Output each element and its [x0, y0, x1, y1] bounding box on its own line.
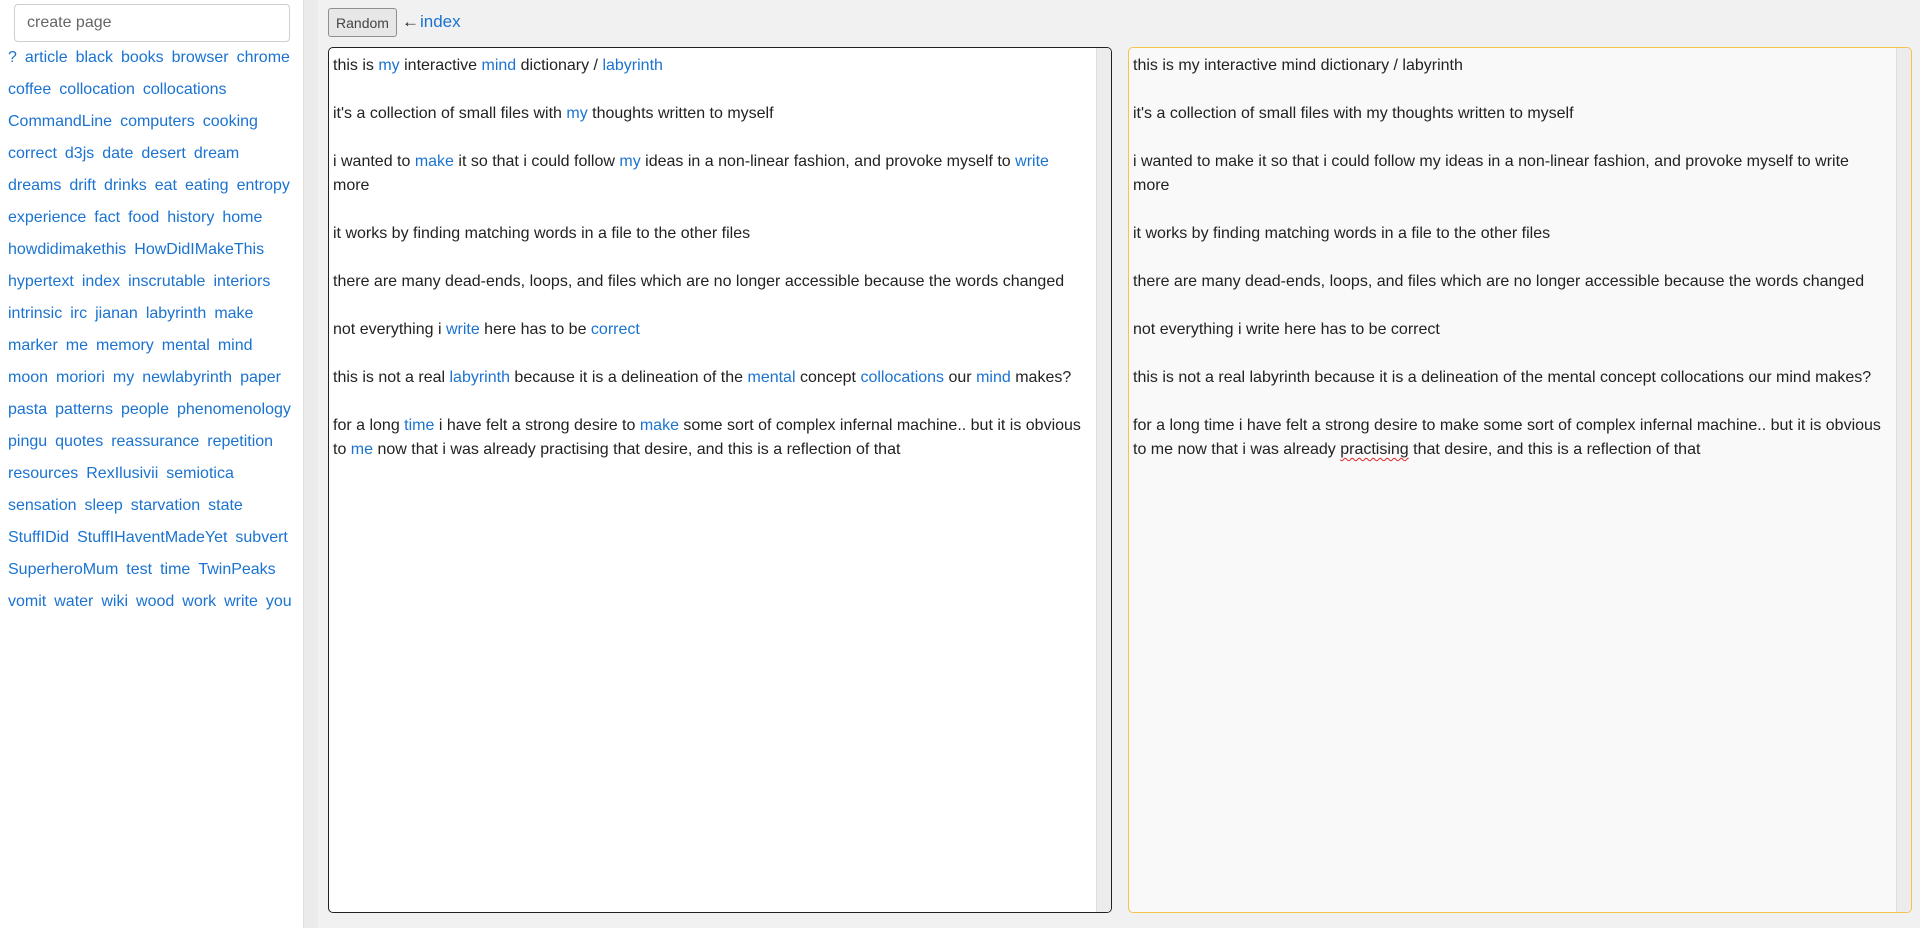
- word-link[interactable]: mental: [747, 369, 796, 386]
- editor-paragraph[interactable]: there are many dead-ends, loops, and files which are no longer accessible because the words changed: [1133, 273, 1865, 290]
- sidebar-tag-link[interactable]: browser: [171, 49, 229, 66]
- sidebar-tag-link[interactable]: ?: [8, 49, 17, 66]
- tag-row: [0, 330, 302, 362]
- sidebar-tag-link[interactable]: wood: [136, 593, 175, 610]
- sidebar-tag-link[interactable]: memory: [96, 337, 154, 354]
- tag-row: [0, 554, 302, 586]
- random-button[interactable]: Random: [328, 8, 397, 37]
- sidebar: [0, 0, 303, 928]
- paragraph-text: makes?: [1010, 369, 1072, 386]
- tag-row: [0, 490, 302, 522]
- sidebar-scrollbar[interactable]: [303, 0, 318, 928]
- paragraph-text: it works by finding matching words in a file to the other files: [333, 225, 751, 242]
- sidebar-tag-link[interactable]: work: [182, 593, 217, 610]
- word-link[interactable]: correct: [590, 321, 640, 338]
- tag-row: [0, 362, 302, 394]
- sidebar-tag-link[interactable]: pingu: [8, 433, 48, 450]
- sidebar-tag-link[interactable]: correct: [8, 145, 57, 162]
- tag-row: [0, 170, 302, 202]
- tag-row: [0, 426, 302, 458]
- word-link[interactable]: my: [378, 57, 400, 74]
- editor-paragraph[interactable]: not everything i write here has to be correct: [1133, 321, 1440, 338]
- editor-paragraph[interactable]: this is my interactive mind dictionary / labyrinth: [1133, 57, 1463, 74]
- sidebar-tag-link[interactable]: fact: [94, 209, 121, 226]
- paragraph-text: this is: [333, 57, 379, 74]
- sidebar-tag-link[interactable]: test: [126, 561, 153, 578]
- sidebar-tag-link[interactable]: RexIlusivii: [86, 465, 159, 482]
- rendered-page-pane: [328, 47, 1112, 913]
- paragraph-text: this is not a real: [333, 369, 450, 386]
- editor-paragraph[interactable]: for a long time i have felt a strong desire to make some sort of complex infernal machine.. but it is obvious to me now that i was already practising that desire, and this is a reflection of that: [1133, 417, 1881, 458]
- tag-row: [0, 298, 302, 330]
- sidebar-tag-link[interactable]: marker: [8, 337, 58, 354]
- sidebar-tag-link[interactable]: TwinPeaks: [198, 561, 276, 578]
- sidebar-tag-link[interactable]: wiki: [101, 593, 129, 610]
- sidebar-tag-link[interactable]: my: [112, 369, 135, 386]
- sidebar-tag-link[interactable]: make: [214, 305, 254, 322]
- word-link[interactable]: collocations: [860, 369, 945, 386]
- paragraph-text: i wanted to: [333, 153, 415, 170]
- sidebar-tag-link[interactable]: howdidimakethis: [8, 241, 127, 258]
- sidebar-tag-link[interactable]: cooking: [202, 113, 258, 130]
- rendered-paragraph: [333, 414, 1083, 462]
- sidebar-tag-link[interactable]: reassurance: [111, 433, 200, 450]
- sidebar-tag-link[interactable]: phenomenology: [177, 401, 291, 418]
- tag-row: [0, 458, 302, 490]
- editor-scrollbar[interactable]: [1896, 48, 1911, 912]
- tag-row: [0, 74, 302, 106]
- sidebar-tag-link[interactable]: sensation: [8, 497, 77, 514]
- sidebar-tag-link[interactable]: repetition: [207, 433, 274, 450]
- rendered-paragraph: [333, 318, 1083, 342]
- editor-paragraph[interactable]: it works by finding matching words in a file to the other files: [1133, 225, 1551, 242]
- editor-paragraph[interactable]: it's a collection of small files with my thoughts written to myself: [1133, 105, 1574, 122]
- word-link[interactable]: labyrinth: [449, 369, 510, 386]
- paragraph-text: thoughts written to myself: [587, 105, 774, 122]
- sidebar-tag-link[interactable]: food: [128, 209, 160, 226]
- tag-row: [0, 106, 302, 138]
- create-page-input[interactable]: [14, 4, 290, 42]
- word-link[interactable]: time: [404, 417, 435, 434]
- tag-row: [0, 522, 302, 554]
- word-link[interactable]: make: [639, 417, 679, 434]
- paragraph-text: for a long: [333, 417, 405, 434]
- editor-paragraph[interactable]: this is not a real labyrinth because it is a delineation of the mental concept collocations our mind makes?: [1133, 369, 1872, 386]
- tag-row: [0, 586, 302, 618]
- sidebar-tag-link[interactable]: computers: [120, 113, 195, 130]
- sidebar-tag-link[interactable]: drinks: [104, 177, 147, 194]
- sidebar-tag-link[interactable]: collocation: [59, 81, 135, 98]
- sidebar-tag-link[interactable]: intrinsic: [8, 305, 63, 322]
- sidebar-tag-link[interactable]: state: [208, 497, 243, 514]
- paragraph-text: some sort of complex infernal machine.. but it is obvious to: [333, 417, 1081, 458]
- sidebar-tag-link[interactable]: resources: [8, 465, 79, 482]
- paragraph-text: not everything i: [333, 321, 446, 338]
- sidebar-tag-link[interactable]: CommandLine: [8, 113, 113, 130]
- paragraph-text: it so that i could follow: [453, 153, 620, 170]
- sidebar-tag-link[interactable]: newlabyrinth: [142, 369, 233, 386]
- tag-row: [0, 394, 302, 426]
- tag-row: [0, 266, 302, 298]
- sidebar-tag-link[interactable]: HowDidIMakeThis: [134, 241, 265, 258]
- sidebar-tag-link[interactable]: chrome: [236, 49, 290, 66]
- sidebar-tag-link[interactable]: vomit: [8, 593, 47, 610]
- sidebar-tag-link[interactable]: index: [81, 273, 121, 290]
- editor-paragraph[interactable]: i wanted to make it so that i could follow my ideas in a non-linear fashion, and provoke myself to write more: [1133, 153, 1849, 194]
- word-link[interactable]: me: [350, 441, 374, 458]
- sidebar-tag-link[interactable]: books: [120, 49, 164, 66]
- sidebar-tag-link[interactable]: inscrutable: [128, 273, 206, 290]
- tag-cloud: [0, 42, 302, 618]
- rendered-page-text: [333, 54, 1083, 486]
- sidebar-tag-link[interactable]: moon: [8, 369, 49, 386]
- sidebar-tag-link[interactable]: SuperheroMum: [8, 561, 119, 578]
- sidebar-tag-link[interactable]: you: [265, 593, 292, 610]
- rendered-pane-scrollbar[interactable]: [1096, 48, 1111, 912]
- tag-row: [0, 138, 302, 170]
- word-link[interactable]: my: [619, 153, 641, 170]
- sidebar-tag-link[interactable]: mind: [217, 337, 253, 354]
- sidebar-tag-link[interactable]: interiors: [213, 273, 271, 290]
- sidebar-tag-link[interactable]: dream: [193, 145, 240, 162]
- paragraph-text: ideas in a non-linear fashion, and provoke myself to: [640, 153, 1016, 170]
- sidebar-tag-link[interactable]: people: [120, 401, 169, 418]
- paragraph-text: it's a collection of small files with: [333, 105, 567, 122]
- sidebar-tag-link[interactable]: d3js: [64, 145, 95, 162]
- sidebar-tag-link[interactable]: paper: [240, 369, 281, 386]
- rendered-paragraph: [333, 222, 1083, 246]
- sidebar-tag-link[interactable]: history: [167, 209, 215, 226]
- sidebar-tag-link[interactable]: article: [24, 49, 68, 66]
- sidebar-tag-link[interactable]: eating: [184, 177, 229, 194]
- sidebar-tag-link[interactable]: home: [222, 209, 263, 226]
- sidebar-tag-link[interactable]: hypertext: [8, 273, 74, 290]
- page-editor-text[interactable]: [1133, 54, 1883, 486]
- sidebar-tag-link[interactable]: StuffIHaventMadeYet: [77, 529, 228, 546]
- word-link[interactable]: mind: [976, 369, 1011, 386]
- sidebar-tag-link[interactable]: mental: [161, 337, 210, 354]
- sidebar-tag-link[interactable]: write: [224, 593, 258, 610]
- spellcheck-underline: practising: [1340, 441, 1409, 458]
- rendered-paragraph: [333, 270, 1083, 294]
- sidebar-tag-link[interactable]: patterns: [55, 401, 113, 418]
- page-editor[interactable]: [1128, 47, 1912, 913]
- sidebar-tag-link[interactable]: collocations: [142, 81, 227, 98]
- index-link[interactable]: index: [420, 12, 461, 31]
- sidebar-tag-link[interactable]: irc: [70, 305, 88, 322]
- word-link[interactable]: mind: [481, 57, 517, 74]
- rendered-paragraph: [333, 54, 1083, 78]
- back-arrow-icon: ←: [402, 12, 419, 31]
- sidebar-tag-link[interactable]: me: [65, 337, 89, 354]
- sidebar-tag-link[interactable]: experience: [8, 209, 87, 226]
- paragraph-text: now that i was already practising that desire, and this is a reflection of that: [373, 441, 901, 458]
- sidebar-tag-link[interactable]: starvation: [130, 497, 201, 514]
- paragraph-text: because it is a delineation of the: [509, 369, 748, 386]
- sidebar-tag-link[interactable]: eat: [154, 177, 177, 194]
- sidebar-tag-link[interactable]: subvert: [235, 529, 288, 546]
- sidebar-tag-link[interactable]: coffee: [8, 81, 52, 98]
- word-link[interactable]: make: [414, 153, 454, 170]
- sidebar-tag-link[interactable]: jianan: [95, 305, 138, 322]
- paragraph-text: there are many dead-ends, loops, and files which are no longer accessible because the words changed: [333, 273, 1065, 290]
- sidebar-tag-link[interactable]: semiotica: [166, 465, 234, 482]
- sidebar-tag-link[interactable]: pasta: [8, 401, 48, 418]
- paragraph-text: i have felt a strong desire to: [434, 417, 640, 434]
- word-link[interactable]: my: [566, 105, 588, 122]
- paragraph-text: here has to be: [479, 321, 591, 338]
- paragraph-text: interactive: [399, 57, 482, 74]
- sidebar-tag-link[interactable]: moriori: [56, 369, 105, 386]
- word-link[interactable]: write: [1015, 153, 1049, 170]
- sidebar-tag-link[interactable]: water: [54, 593, 94, 610]
- rendered-paragraph: [333, 366, 1083, 390]
- paragraph-text: dictionary /: [516, 57, 603, 74]
- sidebar-tag-link[interactable]: quotes: [55, 433, 104, 450]
- paragraph-text: concept: [795, 369, 861, 386]
- sidebar-tag-link[interactable]: black: [75, 49, 113, 66]
- rendered-paragraph: [333, 102, 1083, 126]
- tag-row: [0, 234, 302, 266]
- paragraph-text: our: [944, 369, 977, 386]
- sidebar-tag-link[interactable]: labyrinth: [145, 305, 207, 322]
- sidebar-tag-link[interactable]: time: [160, 561, 191, 578]
- rendered-paragraph: [333, 150, 1083, 198]
- paragraph-text: more: [333, 177, 370, 194]
- word-link[interactable]: write: [445, 321, 480, 338]
- sidebar-tag-link[interactable]: dreams: [8, 177, 62, 194]
- sidebar-tag-link[interactable]: drift: [69, 177, 97, 194]
- tag-row: [0, 202, 302, 234]
- sidebar-tag-link[interactable]: entropy: [236, 177, 290, 194]
- sidebar-tag-link[interactable]: StuffIDid: [8, 529, 70, 546]
- sidebar-tag-link[interactable]: sleep: [84, 497, 123, 514]
- word-link[interactable]: labyrinth: [602, 57, 663, 74]
- sidebar-tag-link[interactable]: date: [102, 145, 134, 162]
- tag-row: [0, 42, 302, 74]
- sidebar-tag-link[interactable]: desert: [141, 145, 186, 162]
